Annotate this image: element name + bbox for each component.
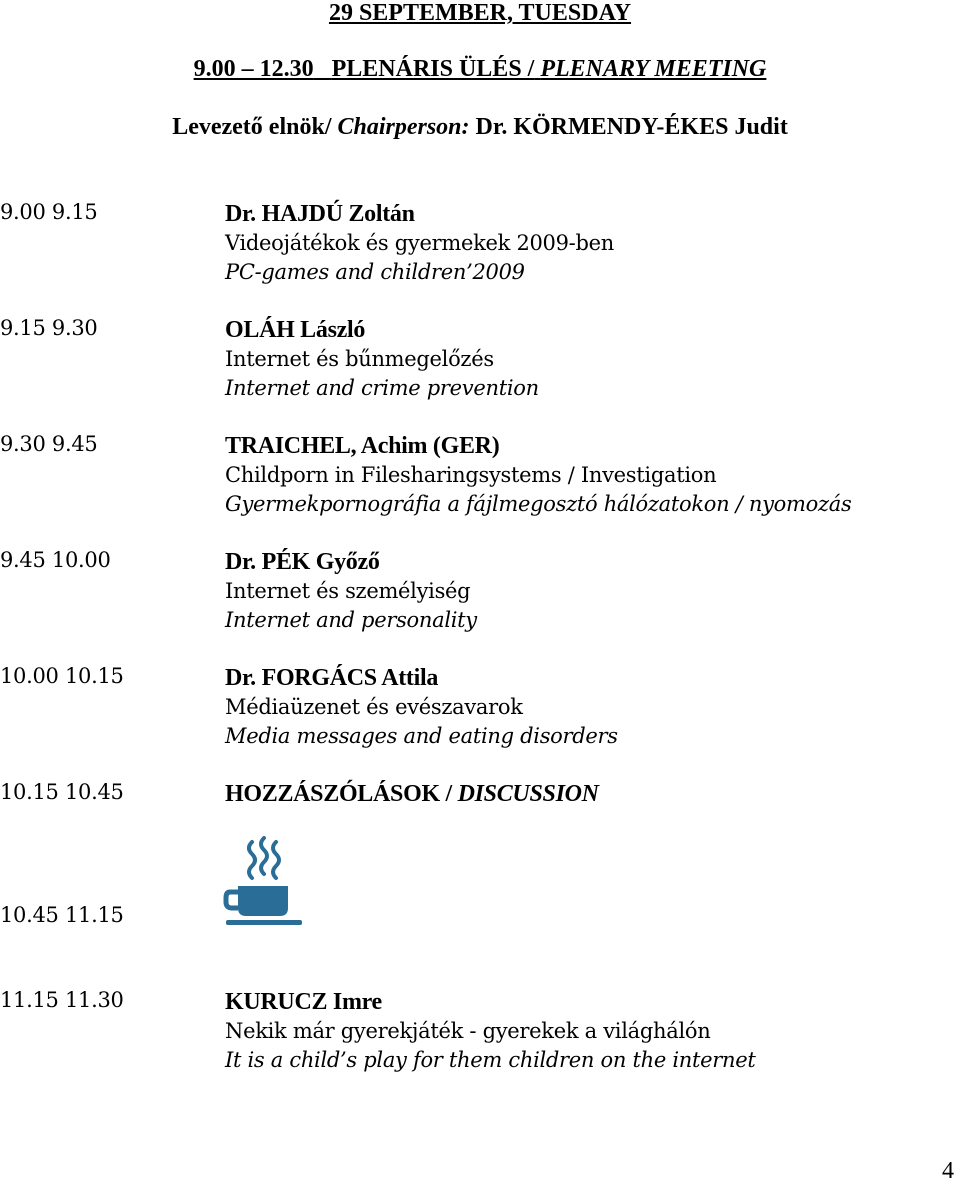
talk-title-en: Gyermekpornográfia a fájlmegosztó hálózatokon / nyomozás [225, 492, 852, 516]
talk-title-en: Internet and crime prevention [225, 376, 539, 400]
discussion-item [225, 780, 599, 809]
talk-title-en: It is a child’s play for them children on the internet [225, 1048, 756, 1072]
discussion-label-en: DISCUSSION [457, 781, 599, 807]
time-slot: 9.15 9.30 [0, 316, 98, 340]
time-slot: 11.15 11.30 [0, 988, 124, 1012]
speaker-name: KURUCZ Imre [225, 989, 382, 1015]
agenda-item [225, 432, 851, 519]
time-slot: 10.45 11.15 [0, 903, 124, 927]
session-title-en: PLENARY MEETING [540, 56, 767, 82]
time-slot: 9.00 9.15 [0, 200, 98, 224]
time-slot: 10.15 10.45 [0, 780, 124, 804]
talk-title-en: Internet and personality [225, 608, 477, 632]
agenda-item [225, 200, 614, 287]
speaker-name: OLÁH László [225, 317, 366, 343]
chair-label-en: Chairperson: [337, 114, 470, 140]
agenda-item [225, 316, 539, 403]
talk-title-en: PC-games and children’2009 [225, 260, 525, 284]
agenda-item [225, 548, 477, 635]
chair-label-hu: Levezető elnök/ [172, 114, 332, 140]
talk-title-hu: Médiaüzenet és evészavarok [225, 695, 523, 719]
day-heading: 29 SEPTEMBER, TUESDAY [328, 0, 632, 26]
agenda-item [225, 664, 618, 751]
page-number: 4 [942, 1158, 954, 1184]
speaker-name: Dr. HAJDÚ Zoltán [225, 201, 415, 227]
session-time: 9.00 – 12.30 [193, 56, 314, 82]
session-title-hu: PLENÁRIS ÜLÉS / [331, 56, 535, 82]
time-slot: 9.45 10.00 [0, 548, 111, 572]
speaker-name: Dr. PÉK Győző [225, 549, 380, 575]
speaker-name: TRAICHEL, Achim (GER) [225, 433, 500, 459]
time-slot: 10.00 10.15 [0, 664, 124, 688]
talk-title-en: Media messages and eating disorders [225, 724, 618, 748]
discussion-label-hu: HOZZÁSZÓLÁSOK / [225, 781, 452, 807]
time-slot: 9.30 9.45 [0, 432, 98, 456]
coffee-cup-icon [222, 836, 306, 928]
speaker-name: Dr. FORGÁCS Attila [225, 665, 439, 691]
discussion-label [225, 780, 599, 809]
talk-title-hu: Internet és személyiség [225, 579, 471, 603]
agenda-item [225, 988, 755, 1075]
chair-name: Dr. KÖRMENDY-ÉKES Judit [475, 114, 788, 140]
talk-title-hu: Internet és bűnmegelőzés [225, 347, 494, 371]
session-heading [0, 56, 960, 83]
talk-title-hu: Nekik már gyerekjáték - gyerekek a világhálón [225, 1019, 711, 1043]
talk-title-hu: Childporn in Filesharingsystems / Investigation [225, 463, 717, 487]
talk-title-hu: Videojátékok és gyermekek 2009-ben [225, 231, 614, 255]
chairperson-line [0, 114, 960, 141]
